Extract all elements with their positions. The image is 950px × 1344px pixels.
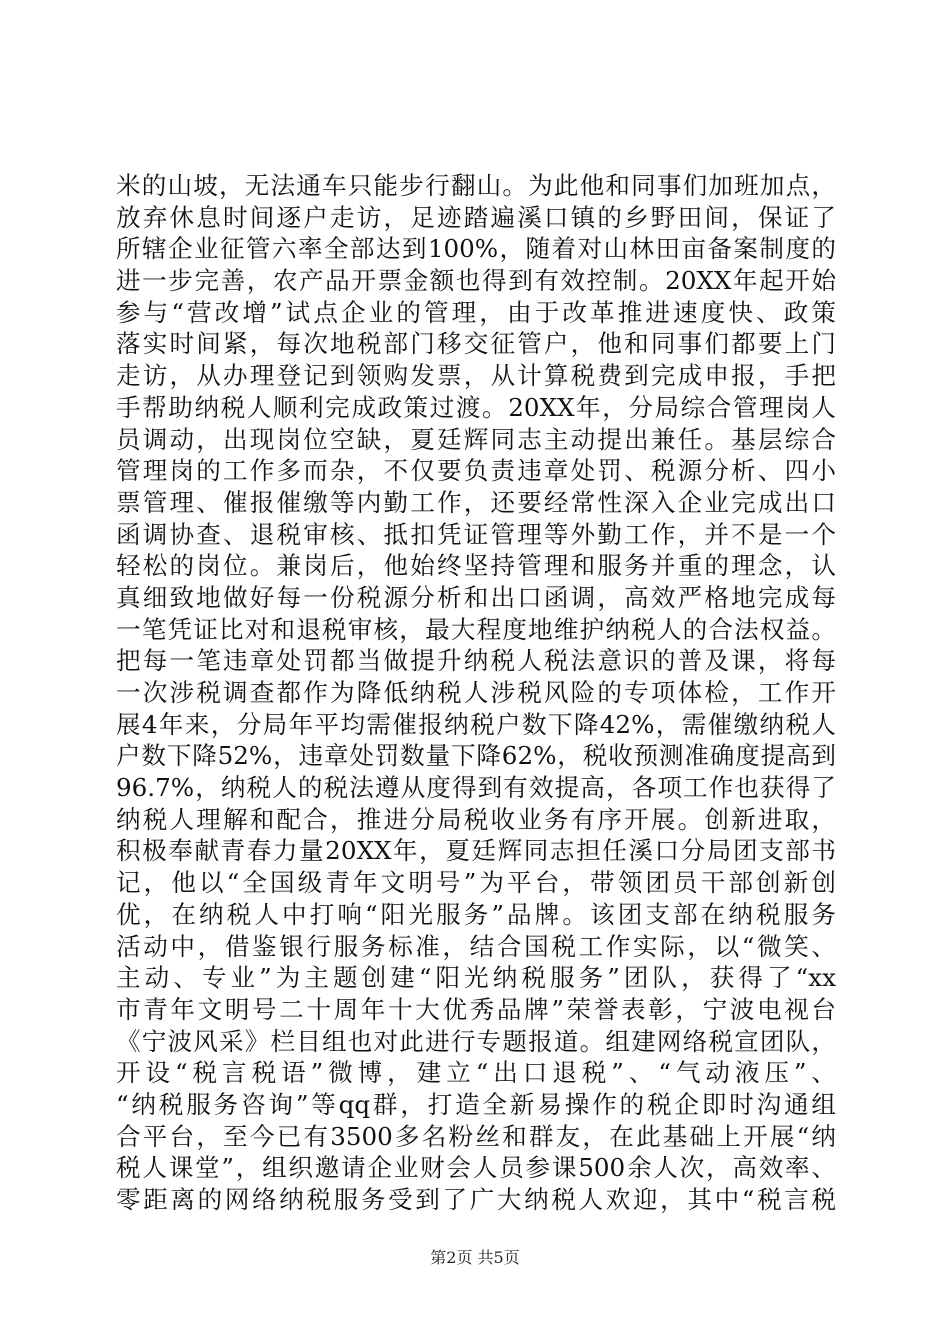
text-line: 员调动，出现岗位空缺，夏廷辉同志主动提出兼任。基层综合 xyxy=(116,424,836,454)
text-line: 展4年来，分局年平均需催报纳税户数下降42%，需催缴纳税人 xyxy=(116,709,836,739)
text-line: 函调协查、退税审核、抵扣凭证管理等外勤工作，并不是一个 xyxy=(116,519,836,549)
text-line: 把每一笔违章处罚都当做提升纳税人税法意识的普及课，将每 xyxy=(116,646,836,676)
text-line: 米的山坡，无法通车只能步行翻山。为此他和同事们加班加点， xyxy=(116,171,836,200)
text-line: “纳税服务咨询”等qq群，打造全新易操作的税企即时沟通组 xyxy=(116,1089,836,1119)
text-line: 放弃休息时间逐户走访，足迹踏遍溪口镇的乡野田间，保证了 xyxy=(116,202,836,232)
text-line: 参与“营改增”试点企业的管理，由于改革推进速度快、政策 xyxy=(116,297,836,327)
text-line: 《宁波风采》栏目组也对此进行专题报道。组建网络税宣团队， xyxy=(116,1026,836,1056)
text-line: 所辖企业征管六率全部达到100%，随着对山林田亩备案制度的 xyxy=(116,234,836,264)
text-line: 一次涉税调查都作为降低纳税人涉税风险的专项体检，工作开 xyxy=(116,678,836,707)
text-line: 主动、专业”为主题创建“阳光纳税服务”团队，获得了“xx xyxy=(116,963,836,993)
text-line: 手帮助纳税人顺利完成政策过渡。20XX年，分局综合管理岗人 xyxy=(116,392,836,422)
text-line: 活动中，借鉴银行服务标准，结合国税工作实际，以“微笑、 xyxy=(116,931,836,961)
text-line: 市青年文明号二十周年十大优秀品牌”荣誉表彰，宁波电视台 xyxy=(116,994,836,1024)
text-line: 优，在纳税人中打响“阳光服务”品牌。该团支部在纳税服务 xyxy=(116,899,836,929)
page-footer: 第2页 共5页 xyxy=(430,1248,520,1267)
text-line: 户数下降52%，违章处罚数量下降62%，税收预测准确度提高到 xyxy=(116,741,836,771)
text-line: 进一步完善，农产品开票金额也得到有效控制。20XX年起开始 xyxy=(116,266,836,296)
text-line: 零距离的网络纳税服务受到了广大纳税人欢迎，其中“税言税 xyxy=(116,1185,836,1214)
text-line: 票管理、催报催缴等内勤工作，还要经常性深入企业完成出口 xyxy=(116,487,836,517)
text-line: 积极奉献青春力量20XX年，夏廷辉同志担任溪口分局团支部书 xyxy=(116,836,836,866)
text-line: 记，他以“全国级青年文明号”为平台，带领团员干部创新创 xyxy=(116,868,836,898)
text-line: 税人课堂”，组织邀请企业财会人员参课500余人次，高效率、 xyxy=(116,1153,836,1183)
text-line: 管理岗的工作多而杂，不仅要负责违章处罚、税源分析、四小 xyxy=(116,456,836,486)
text-line: 合平台，至今已有3500多名粉丝和群友，在此基础上开展“纳 xyxy=(116,1121,836,1151)
text-line: 轻松的岗位。兼岗后，他始终坚持管理和服务并重的理念，认 xyxy=(116,551,836,581)
text-line: 走访，从办理登记到领购发票，从计算税费到完成申报，手把 xyxy=(116,361,836,391)
body-text xyxy=(116,170,836,1216)
text-line: 96.7%，纳税人的税法遵从度得到有效提高，各项工作也获得了 xyxy=(116,773,836,803)
text-line: 落实时间紧，每次地税部门移交征管户，他和同事们都要上门 xyxy=(116,329,836,359)
text-line: 纳税人理解和配合，推进分局税收业务有序开展。创新进取， xyxy=(116,804,836,834)
text-line: 一笔凭证比对和退税审核，最大程度地维护纳税人的合法权益。 xyxy=(116,614,836,644)
text-line: 真细致地做好每一份税源分析和出口函调，高效严格地完成每 xyxy=(116,582,836,612)
text-line: 开设“税言税语”微博，建立“出口退税”、“气动液压”、 xyxy=(116,1058,836,1088)
